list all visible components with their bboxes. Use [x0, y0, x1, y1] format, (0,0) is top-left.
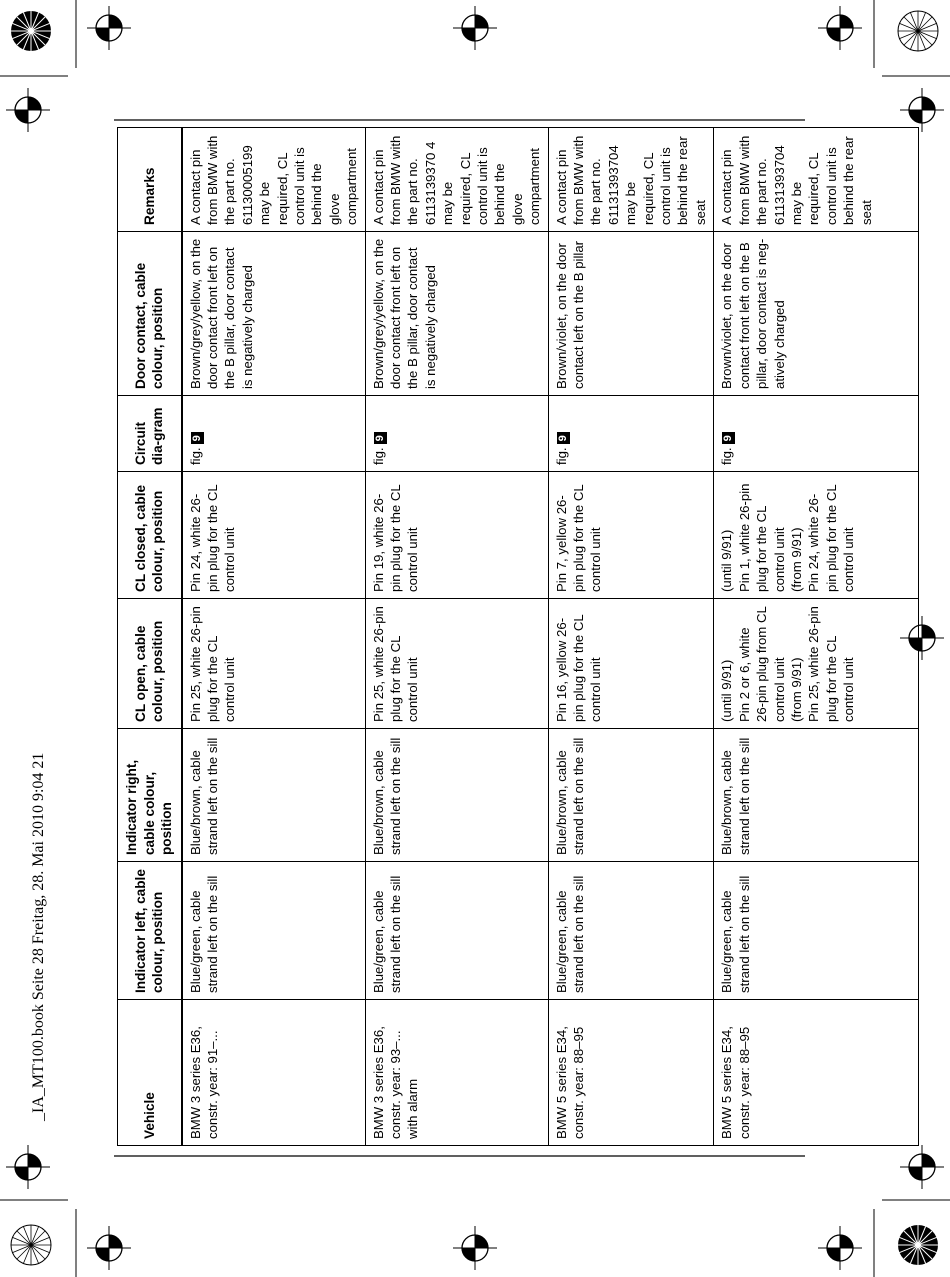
- wiring-table: [117, 127, 919, 1146]
- vehicle-cell: BMW 5 series E34, constr. year: 88–95: [548, 1000, 714, 1146]
- cl-closed-cell: [548, 472, 714, 599]
- column-header: Vehicle: [118, 1000, 182, 1146]
- cl-closed-line: (from 9/91): [788, 527, 804, 592]
- cl-open-cell: [182, 599, 366, 729]
- cl-closed-line: Pin 24, white 26-pin plug for the CL control unit: [806, 484, 857, 592]
- door-contact-cell: Brown/grey/yellow, on the door contact front left on the B pillar, door contact is negatively charged: [365, 232, 548, 396]
- fig-prefix: fig.: [187, 447, 203, 465]
- table-row: [548, 128, 714, 1146]
- remarks-cell: A contact pin from BMW with the part no. 61130005199 may be required, CL control unit is behind the glove compartment: [182, 128, 366, 232]
- cl-open-cell: [714, 599, 919, 729]
- column-header: Indicator left, cable colour, position: [118, 862, 182, 1000]
- fig-prefix: fig.: [553, 447, 569, 465]
- remarks-cell: A contact pin from BMW with the part no. 61131393704 may be required, CL control unit is behind the rear seat: [548, 128, 714, 232]
- cl-open-line: Pin 16, yellow 26-pin plug for the CL control unit: [553, 614, 604, 722]
- door-contact-cell: Brown/violet, on the door contact front left on the B pillar, door contact is neg-atively charged: [714, 232, 919, 396]
- cl-closed-cell: [714, 472, 919, 599]
- table-row: [365, 128, 548, 1146]
- remarks-cell: A contact pin from BMW with the part no. 61131393704 may be required, CL control unit is behind the rear seat: [714, 128, 919, 232]
- figure-number-badge: 9: [191, 432, 204, 444]
- fig-prefix: fig.: [719, 447, 735, 465]
- cl-closed-cell: [182, 472, 366, 599]
- vehicle-cell: BMW 3 series E36, constr. year: 91–...: [182, 1000, 366, 1146]
- indicator-right-cell: Blue/brown, cable strand left on the sill: [714, 729, 919, 862]
- cl-open-cell: [548, 599, 714, 729]
- indicator-right-cell: Blue/brown, cable strand left on the sill: [182, 729, 366, 862]
- indicator-left-cell: Blue/green, cable strand left on the sill: [714, 862, 919, 1000]
- cl-closed-line: (until 9/91): [719, 529, 735, 592]
- fig-prefix: fig.: [370, 447, 386, 465]
- door-contact-cell: Brown/grey/yellow, on the door contact front left on the B pillar, door contact is negatively charged: [182, 232, 366, 396]
- column-header: Remarks: [118, 128, 182, 232]
- column-header: Door contact, cable colour, position: [118, 232, 182, 396]
- indicator-right-cell: Blue/brown, cable strand left on the sill: [365, 729, 548, 862]
- figure-number-badge: 9: [557, 432, 570, 444]
- cl-closed-line: Pin 1, white 26-pin plug for the CL control unit: [736, 483, 787, 592]
- indicator-left-cell: Blue/green, cable strand left on the sill: [182, 862, 366, 1000]
- table-row: [182, 128, 366, 1146]
- column-header: CL open, cable colour, position: [118, 599, 182, 729]
- circuit-diagram-cell: [182, 396, 366, 472]
- figure-number-badge: 9: [722, 432, 735, 444]
- cl-closed-line: Pin 7, yellow 26-pin plug for the CL control unit: [553, 484, 604, 592]
- cl-closed-line: Pin 19, white 26-pin plug for the CL control unit: [370, 484, 421, 592]
- cl-open-line: (until 9/91): [719, 659, 735, 722]
- door-contact-cell: Brown/violet, on the door contact left on the B pillar: [548, 232, 714, 396]
- print-file-info: _IA_MT100.book Seite 28 Freitag, 28. Mai 2010 9:04 21: [30, 752, 47, 1121]
- cl-open-line: (from 9/91): [788, 657, 804, 722]
- indicator-left-cell: Blue/green, cable strand left on the sill: [548, 862, 714, 1000]
- circuit-diagram-cell: [548, 396, 714, 472]
- figure-number-badge: 9: [374, 432, 387, 444]
- cl-closed-line: Pin 24, white 26-pin plug for the CL control unit: [187, 484, 238, 592]
- cl-closed-cell: [365, 472, 548, 599]
- table-row: [714, 128, 919, 1146]
- vehicle-cell: BMW 3 series E36, constr. year: 93–... with alarm: [365, 1000, 548, 1146]
- indicator-right-cell: Blue/brown, cable strand left on the sill: [548, 729, 714, 862]
- indicator-left-cell: Blue/green, cable strand left on the sill: [365, 862, 548, 1000]
- circuit-diagram-cell: [365, 396, 548, 472]
- column-header: CL closed, cable colour, position: [118, 472, 182, 599]
- column-header: Indicator right, cable colour, position: [118, 729, 182, 862]
- cl-open-cell: [365, 599, 548, 729]
- remarks-cell: A contact pin from BMW with the part no. 6113139370 4 may be required, CL control unit is behind the glove compartment: [365, 128, 548, 232]
- cl-open-line: Pin 25, white 26-pin plug for the CL control unit: [806, 606, 857, 722]
- column-header: Circuit dia-gram: [118, 396, 182, 472]
- wiring-table-container: [117, 128, 874, 1146]
- vehicle-cell: BMW 5 series E34, constr. year: 88–95: [714, 1000, 919, 1146]
- table-header-row: [118, 128, 182, 1146]
- cl-open-line: Pin 25, white 26-pin plug for the CL control unit: [187, 606, 238, 722]
- cl-open-line: Pin 25, white 26-pin plug for the CL control unit: [370, 606, 421, 722]
- circuit-diagram-cell: [714, 396, 919, 472]
- cl-open-line: Pin 2 or 6, white 26-pin plug from CL control unit: [736, 606, 787, 722]
